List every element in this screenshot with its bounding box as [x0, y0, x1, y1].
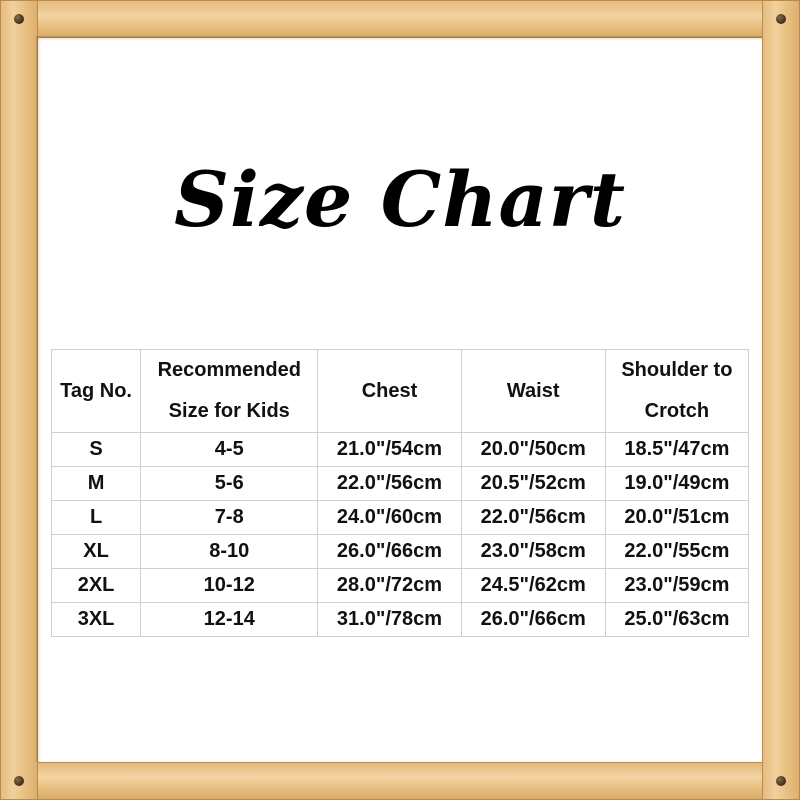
cell-kids-size: 12-14: [141, 603, 318, 637]
cell-waist: 23.0"/58cm: [461, 535, 605, 569]
size-table: [51, 349, 749, 637]
frame-top: [0, 0, 800, 38]
header-line: Tag No.: [60, 379, 132, 402]
screw-icon: [776, 776, 786, 786]
cell-chest: 22.0"/56cm: [318, 467, 461, 501]
table-row: [52, 535, 749, 569]
cell-chest: 31.0"/78cm: [318, 603, 461, 637]
frame-left: [0, 0, 38, 800]
cell-waist: 20.0"/50cm: [461, 433, 605, 467]
cell-kids-size: 10-12: [141, 569, 318, 603]
table-row: [52, 501, 749, 535]
header-shoulder-to-crotch: [605, 350, 748, 433]
frame-right: [762, 0, 800, 800]
cell-kids-size: 8-10: [141, 535, 318, 569]
cell-tag: 3XL: [52, 603, 141, 637]
cell-kids-size: 7-8: [141, 501, 318, 535]
cell-waist: 20.5"/52cm: [461, 467, 605, 501]
cell-chest: 26.0"/66cm: [318, 535, 461, 569]
screw-icon: [14, 776, 24, 786]
cell-tag: S: [52, 433, 141, 467]
cell-shoulder-crotch: 20.0"/51cm: [605, 501, 748, 535]
screw-icon: [776, 14, 786, 24]
header-line: Recommended: [157, 359, 301, 381]
table-header-row: [52, 350, 749, 433]
cell-tag: M: [52, 467, 141, 501]
cell-waist: 22.0"/56cm: [461, 501, 605, 535]
cell-shoulder-crotch: 22.0"/55cm: [605, 535, 748, 569]
frame-bottom: [0, 762, 800, 800]
cell-waist: 26.0"/66cm: [461, 603, 605, 637]
cell-waist: 24.5"/62cm: [461, 569, 605, 603]
cell-kids-size: 5-6: [141, 467, 318, 501]
cell-shoulder-crotch: 19.0"/49cm: [605, 467, 748, 501]
cell-chest: 21.0"/54cm: [318, 433, 461, 467]
table-row: [52, 603, 749, 637]
cell-tag: XL: [52, 535, 141, 569]
table-row: [52, 569, 749, 603]
cell-chest: 24.0"/60cm: [318, 501, 461, 535]
header-recommended-size: [141, 350, 318, 433]
page-title: Size Chart: [174, 155, 626, 244]
cell-chest: 28.0"/72cm: [318, 569, 461, 603]
header-tag-no: [52, 350, 141, 433]
header-line: Shoulder to: [621, 359, 733, 381]
table-row: [52, 467, 749, 501]
cell-shoulder-crotch: 23.0"/59cm: [605, 569, 748, 603]
cell-shoulder-crotch: 25.0"/63cm: [605, 603, 748, 637]
cell-tag: 2XL: [52, 569, 141, 603]
header-line: Chest: [361, 379, 418, 402]
header-line: Waist: [506, 379, 560, 402]
cell-tag: L: [52, 501, 141, 535]
cell-kids-size: 4-5: [141, 433, 318, 467]
table-row: [52, 433, 749, 467]
header-line: Crotch: [644, 400, 710, 422]
screw-icon: [14, 14, 24, 24]
header-line: Size for Kids: [168, 400, 290, 422]
header-waist: [461, 350, 605, 433]
header-chest: [318, 350, 461, 433]
cell-shoulder-crotch: 18.5"/47cm: [605, 433, 748, 467]
